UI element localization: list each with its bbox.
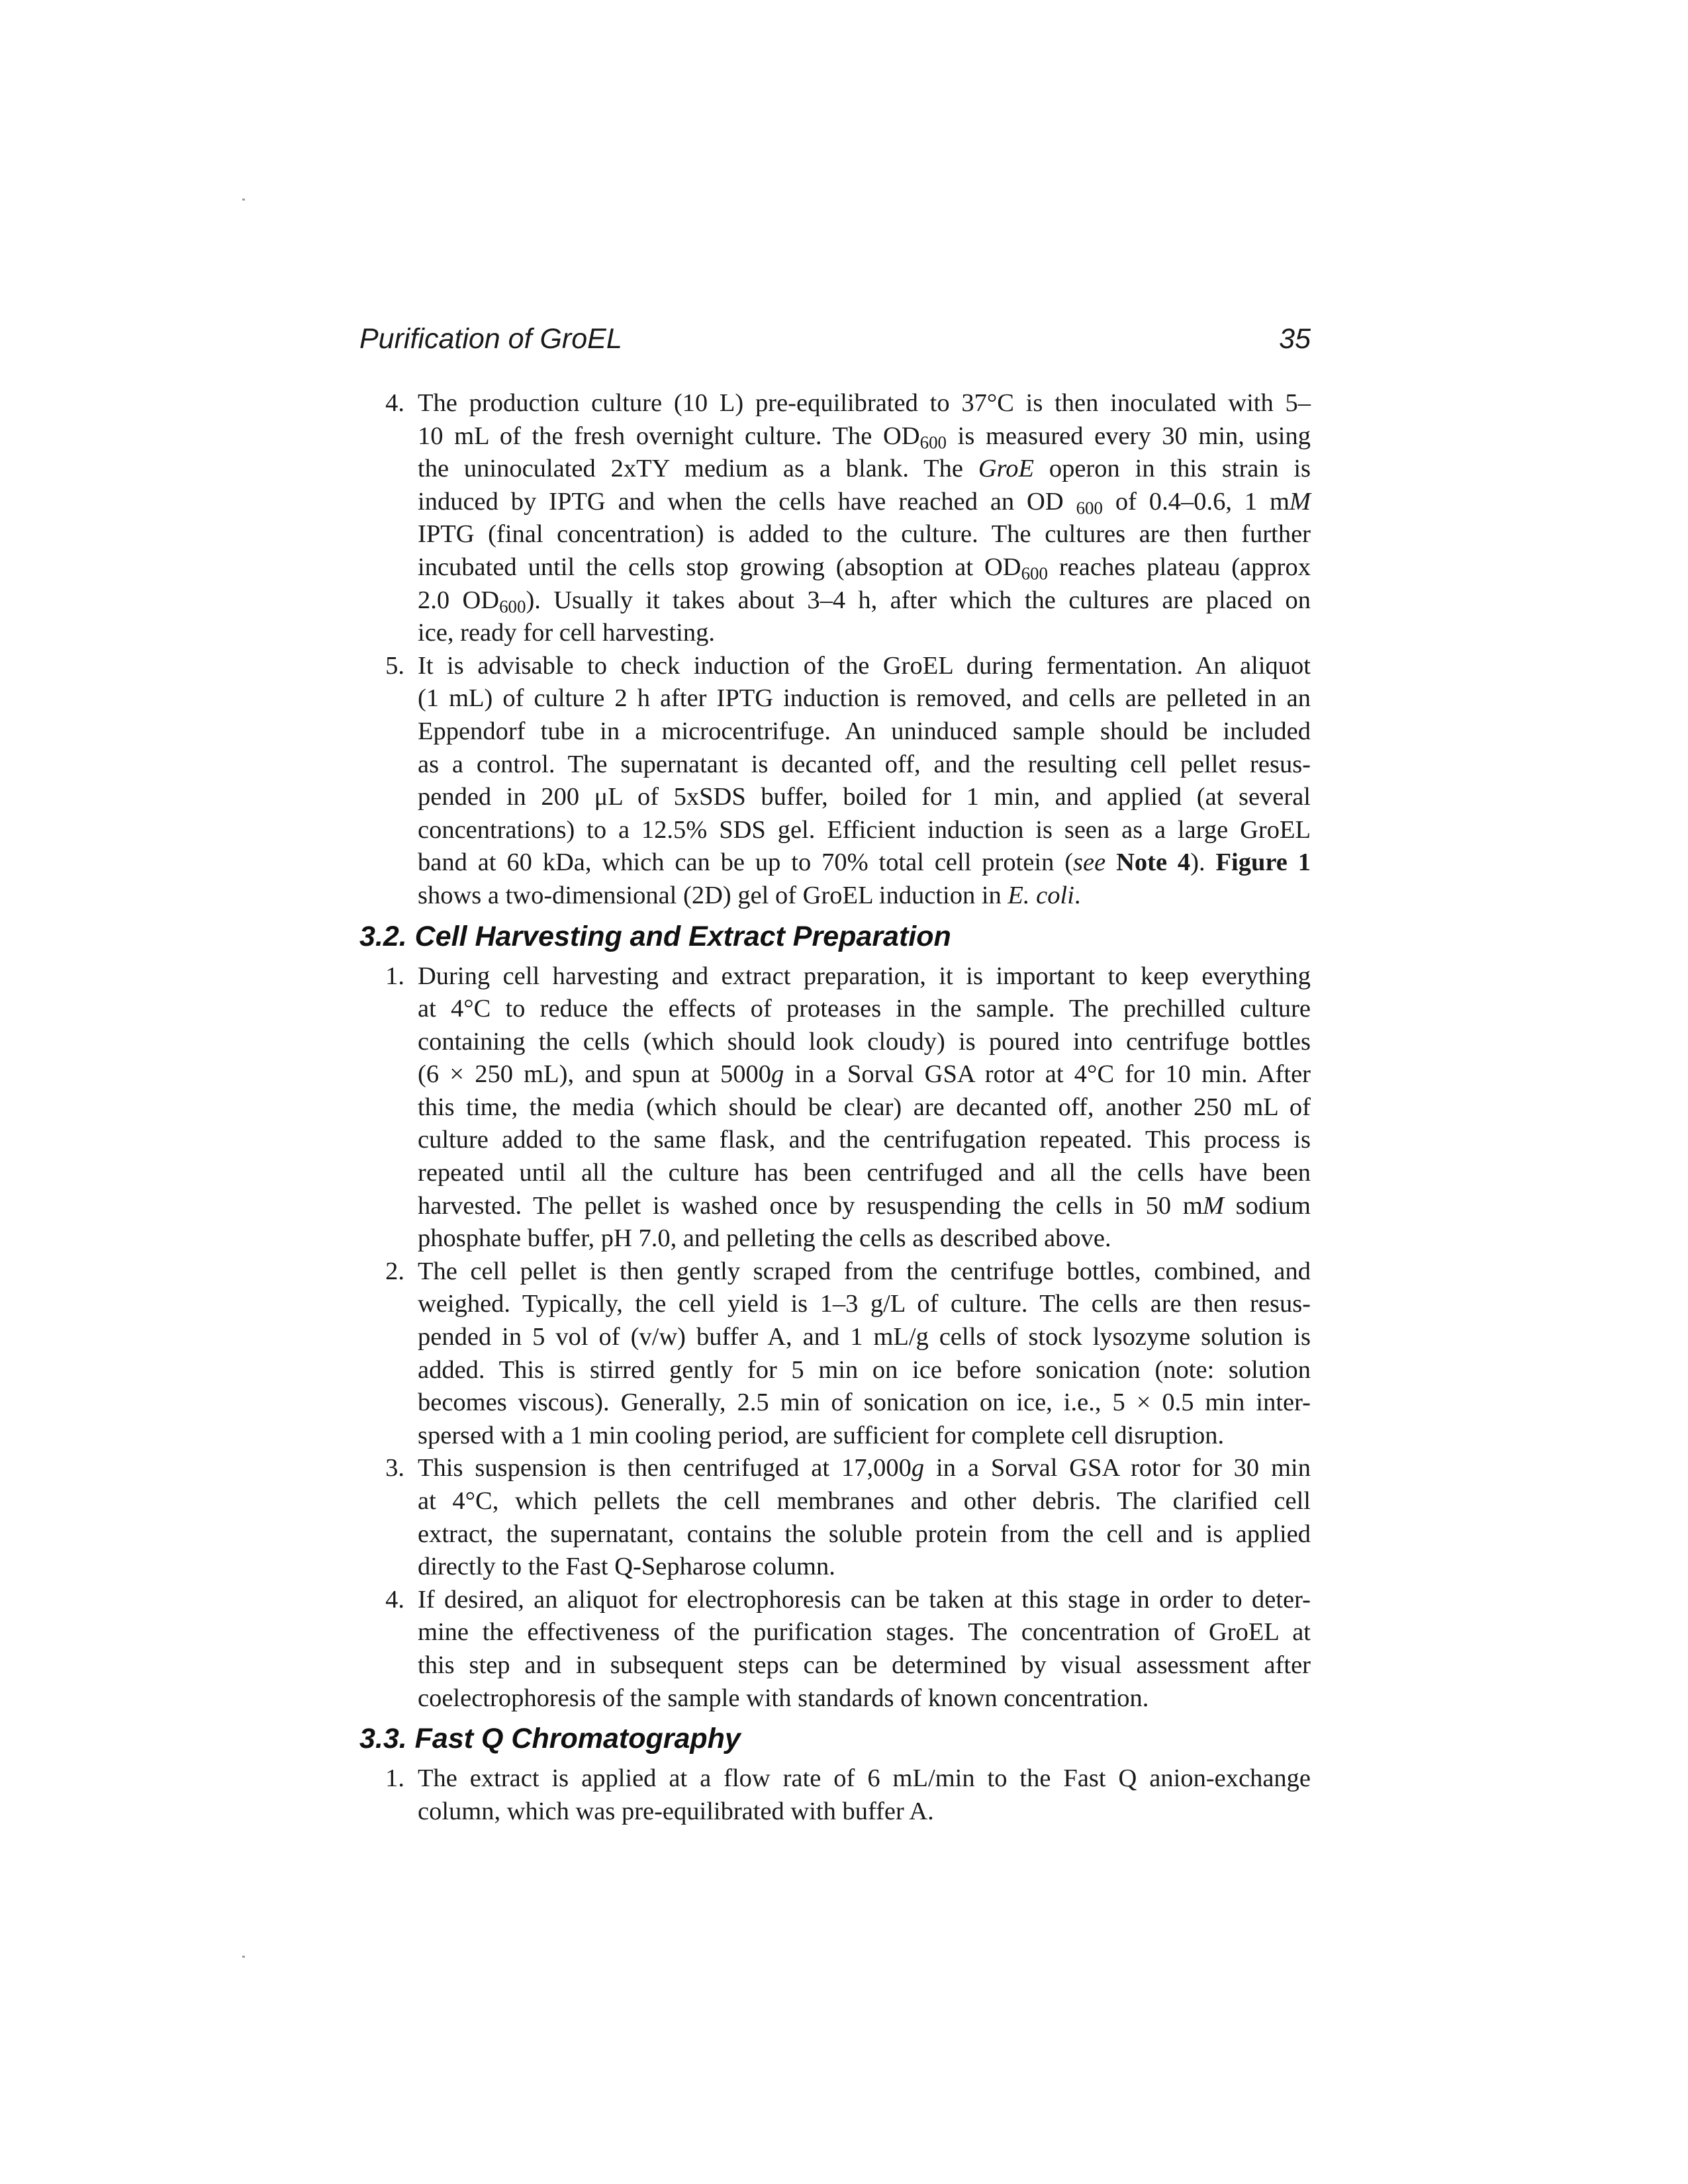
text-line: this step and in subsequent steps can be determined by visual assessment after [418,1651,1311,1679]
text-line: (1 mL) of culture 2 h after IPTG induction is removed, and cells are pelleted in an [418,684,1311,713]
item-number: 1. [385,962,404,990]
text-line: column, which was pre-equilibrated with buffer A. [418,1797,934,1825]
procedure-list-3-3 [359,1762,1311,1828]
item-number: 1. [385,1764,404,1793]
list-item [359,387,1311,650]
text-line: mine the effectiveness of the purification stages. The concentration of GroEL at [418,1618,1311,1647]
text-line: weighed. Typically, the cell yield is 1–3 g/L of culture. The cells are then resus- [418,1290,1311,1318]
text-line: concentrations) to a 12.5% SDS gel. Efficient induction is seen as a large GroEL [418,815,1311,844]
list-item [359,1255,1311,1453]
text-line: coelectrophoresis of the sample with standards of known concentration. [418,1684,1149,1712]
text-line: The extract is applied at a flow rate of 6 mL/min to the Fast Q anion-exchange [418,1764,1311,1793]
item-number: 2. [385,1257,404,1285]
text-line: pended in 200 μL of 5xSDS buffer, boiled for 1 min, and applied (at several [418,783,1311,811]
text-line: extract, the supernatant, contains the soluble protein from the cell and is applied [418,1520,1311,1548]
running-header [359,323,1311,363]
text-line: as a control. The supernatant is decanted off, and the resulting cell pellet resus- [418,750,1311,778]
item-number: 4. [385,389,404,417]
text-line: The production culture (10 L) pre-equilibrated to 37°C is then inoculated with 5– [418,389,1311,417]
text-line: During cell harvesting and extract preparation, it is important to keep everything [418,962,1311,990]
text-line: added. This is stirred gently for 5 min on ice before sonication (note: solution [418,1355,1311,1384]
list-item [359,960,1311,1255]
text-line: It is advisable to check induction of the GroEL during fermentation. An aliquot [418,651,1311,680]
text-line: repeated until all the culture has been centrifuged and all the cells have been [418,1159,1311,1187]
text-line: The cell pellet is then gently scraped from the centrifuge bottles, combined, and [418,1257,1311,1285]
list-item [359,1762,1311,1828]
text-line: culture added to the same flask, and the centrifugation repeated. This process is [418,1126,1311,1154]
section-heading-3-2: 3.2. Cell Harvesting and Extract Preparation [359,920,951,952]
list-item [359,1452,1311,1583]
text-line: 2.0 $OD_{600}$). Usually it takes about 3–4 h, after which the cultures are placed on [418,586,1311,617]
text-line: directly to the Fast Q-Sepharose column. [418,1553,835,1581]
list-item [359,650,1311,913]
text-line: phosphate buffer, pH 7.0, and pelleting the cells as described above. [418,1224,1111,1253]
text-line: spersed with a 1 min cooling period, are sufficient for complete cell disruption. [418,1421,1225,1449]
procedure-list-3-1 [359,387,1311,913]
text-line: the uninoculated 2xTY medium as a blank. The GroE operon in this strain is [418,455,1311,483]
text-line: IPTG (final concentration) is added to the culture. The cultures are then further [418,520,1311,549]
text-line: shows a two-dimensional (2D) gel of GroEL induction in E. coli. [418,881,1081,909]
procedure-list-3-2 [359,960,1311,1715]
scan-mark [242,1956,245,1958]
section-heading-3-3: 3.3. Fast Q Chromatography [359,1723,741,1755]
item-number: 5. [385,651,404,680]
text-line: containing the cells (which should look cloudy) is poured into centrifuge bottles [418,1027,1311,1056]
text-line: at 4°C to reduce the effects of proteases in the sample. The prechilled culture [418,995,1311,1023]
item-number: 4. [385,1585,404,1614]
page-body [359,387,1311,1828]
text-line: induced by IPTG and when the cells have reached an OD $_{600}$ of 0.4–0.6, 1 mM [418,487,1311,518]
text-line: band at 60 kDa, which can be up to 70% total cell protein (see Note 4). Figure 1 [418,848,1311,877]
text-line: Eppendorf tube in a microcentrifuge. An uninduced sample should be included [418,717,1311,745]
item-number: 3. [385,1454,404,1482]
page-number: 35 [1279,323,1311,355]
scan-mark [242,199,245,201]
text-line: becomes viscous). Generally, 2.5 min of sonication on ice, i.e., 5 × 0.5 min inter- [418,1388,1311,1417]
text-line: ice, ready for cell harvesting. [418,619,715,647]
text-line: (6 × 250 mL), and spun at 5000g in a Sorval GSA rotor at 4°C for 10 min. After [418,1060,1311,1089]
text-line: this time, the media (which should be clear) are decanted off, another 250 mL of [418,1093,1311,1121]
text-line: at 4°C, which pellets the cell membranes and other debris. The clarified cell [418,1487,1311,1515]
text-line: If desired, an aliquot for electrophoresis can be taken at this stage in order to deter- [418,1585,1311,1614]
list-item [359,1584,1311,1715]
text-line: This suspension is then centrifuged at 17,000g in a Sorval GSA rotor for 30 min [418,1454,1311,1482]
text-line: incubated until the cells stop growing (absoption at $OD_{600}$ reaches plateau (approx [418,553,1311,584]
running-title: Purification of GroEL [359,323,622,355]
text-line: 10 mL of the fresh overnight culture. The $OD_{600}$ is measured every 30 min, using [418,422,1311,453]
text-line: harvested. The pellet is washed once by resuspending the cells in 50 mM sodium [418,1191,1311,1220]
text-line: pended in 5 vol of (v/w) buffer A, and 1 mL/g cells of stock lysozyme solution is [418,1323,1311,1351]
